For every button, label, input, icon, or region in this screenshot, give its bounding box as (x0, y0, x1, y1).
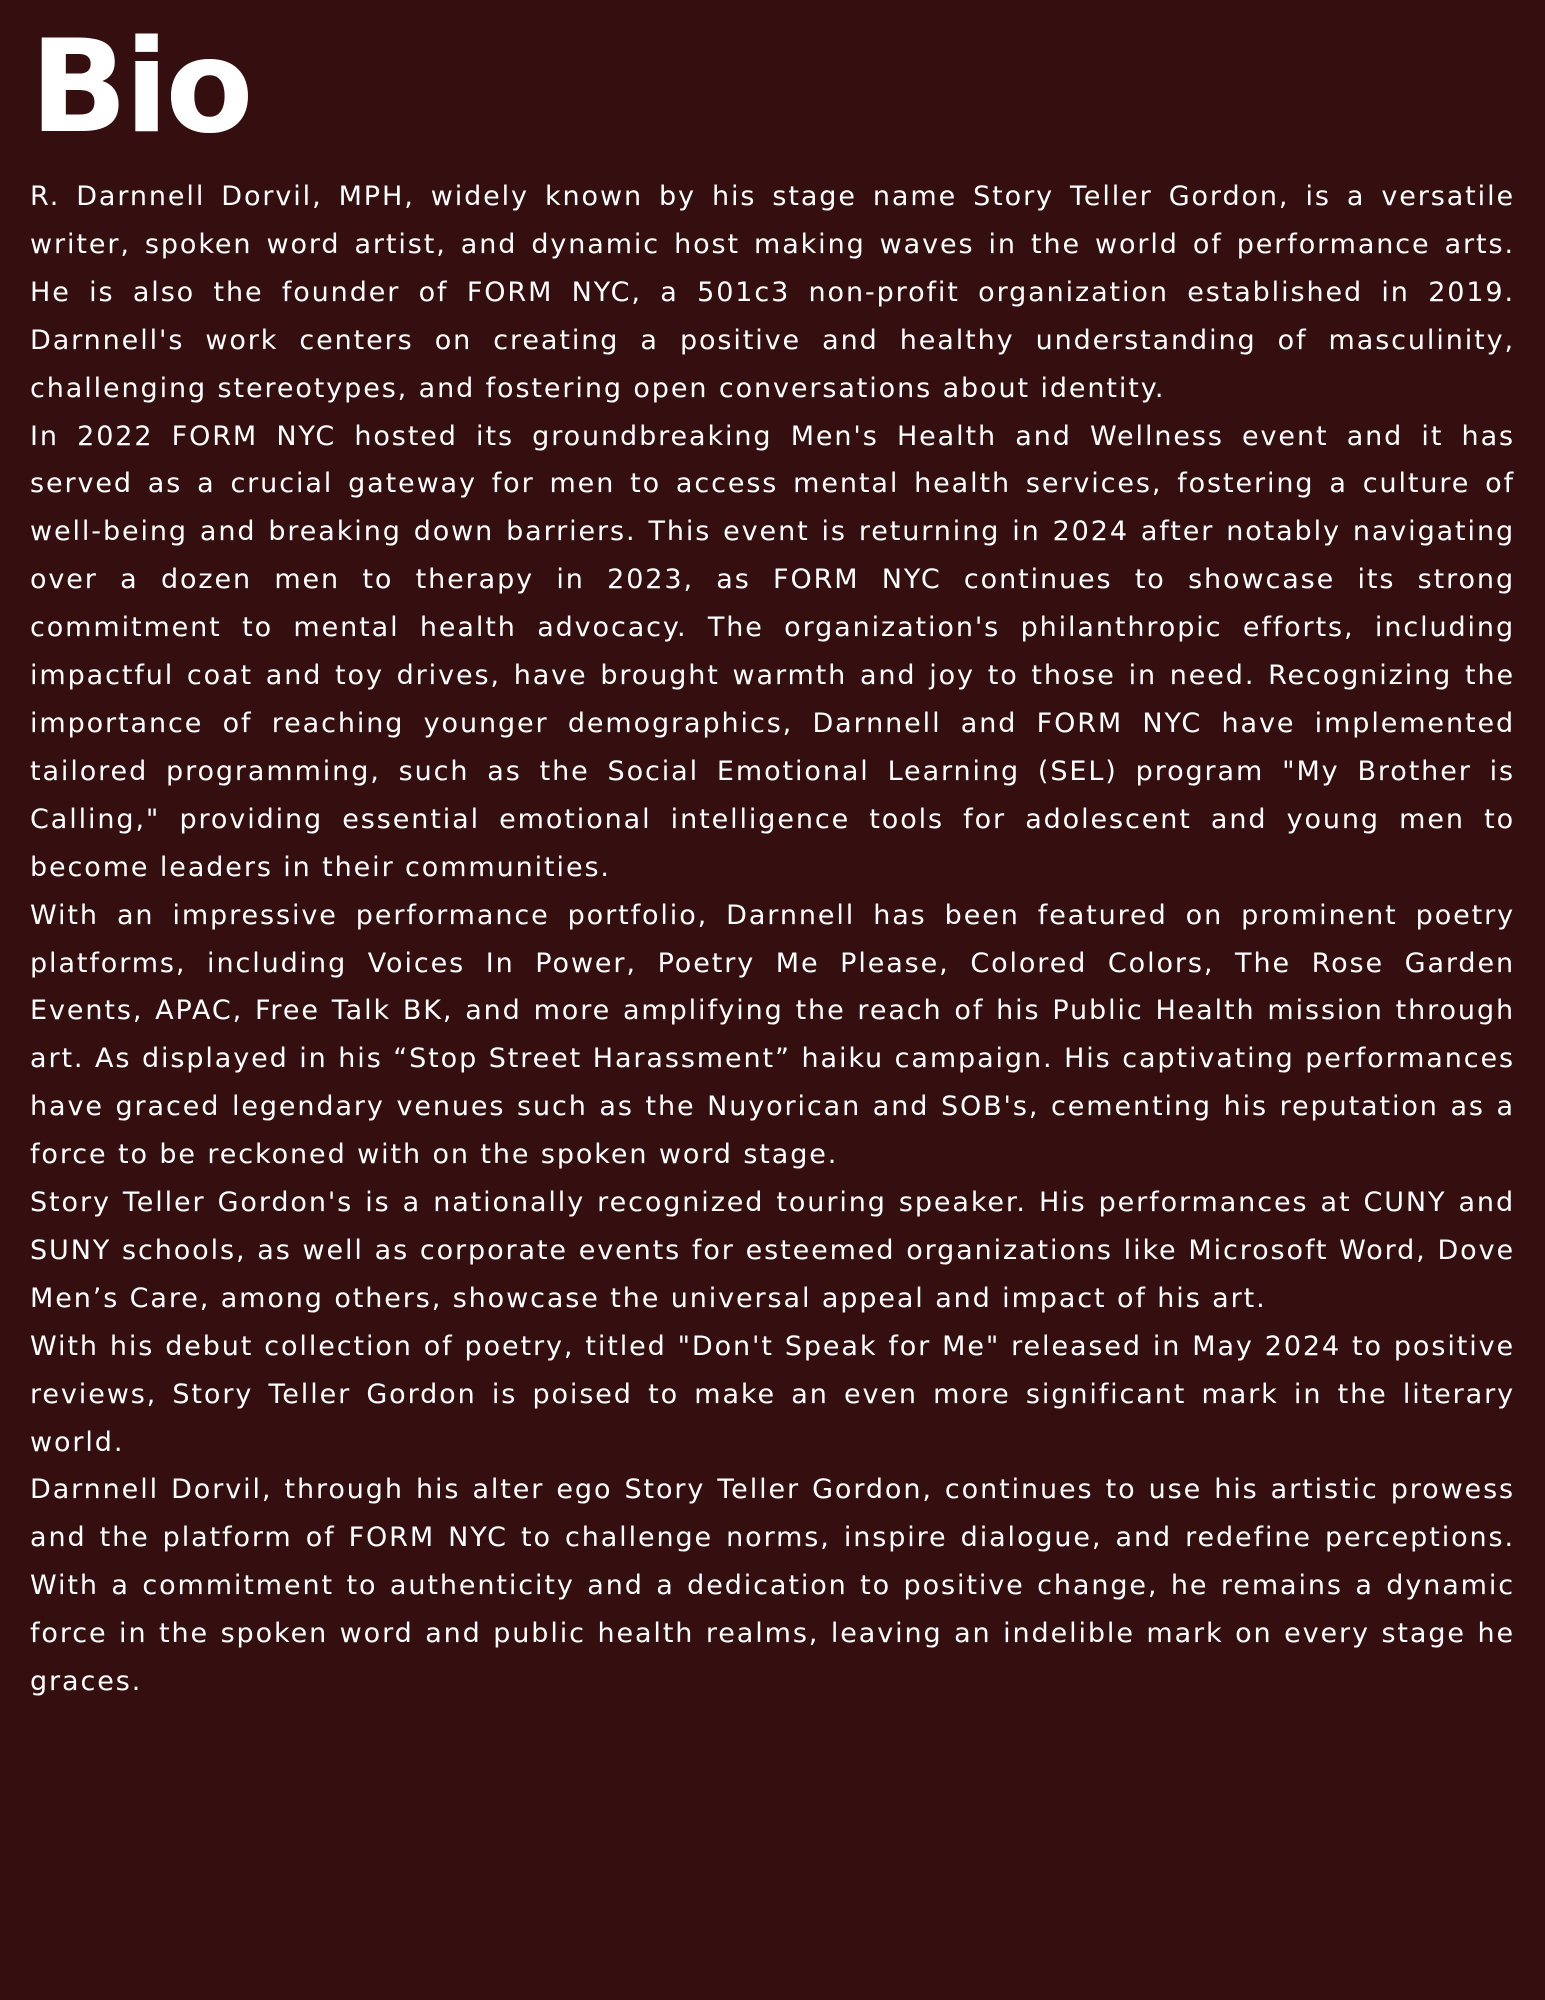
bio-paragraph-intro: R. Darnnell Dorvil, MPH, widely known by his stage name Story Teller Gordon, is a versatile writer, spoken word artist, and dynamic host making waves in the world of performance arts. He is also the founder of FORM NYC, a 501c3 non-profit organization established in 2019. Darnnell's work centers on creating a positive and healthy understanding of masculinity, challenging stereotypes, and fostering open conversations about identity. (30, 181, 1515, 404)
bio-paragraph-closing: Darnnell Dorvil, through his alter ego Story Teller Gordon, continues to use his artistic prowess and the platform of FORM NYC to challenge norms, inspire dialogue, and redefine perceptions. With a commitment to authenticity and a dedication to positive change, he remains a dynamic force in the spoken word and public health realms, leaving an indelible mark on every stage he graces. (30, 1474, 1515, 1698)
bio-paragraph-performance-portfolio: With an impressive performance portfolio, Darnnell has been featured on prominent poetry platforms, including Voices In Power, Poetry Me Please, Colored Colors, The Rose Garden Events, APAC, Free Talk BK, and more amplifying the reach of his Public Health mission through art. As displayed in his “Stop Street Harassment” haiku campaign. His captivating performances have graced legendary venues such as the Nuyorican and SOB's, cementing his reputation as a force to be reckoned with on the spoken word stage. (30, 899, 1515, 1171)
bio-paragraph-health-event: In 2022 FORM NYC hosted its groundbreaking Men's Health and Wellness event and it has served as a crucial gateway for men to access mental health services, fostering a culture of well-being and breaking down barriers. This event is returning in 2024 after notably navigating over a dozen men to therapy in 2023, as FORM NYC continues to showcase its strong commitment to mental health advocacy. The organization's philanthropic efforts, including impactful coat and toy drives, have brought warmth and joy to those in need. Recognizing the importance of reaching younger demographics, Darnnell and FORM NYC have implemented tailored programming, such as the Social Emotional Learning (SEL) program "My Brother is Calling," providing essential emotional intelligence tools for adolescent and young men to become leaders in their communities. (30, 420, 1515, 883)
page-title: Bio (30, 13, 251, 162)
bio-paragraph-touring-speaker: Story Teller Gordon's is a nationally recognized touring speaker. His performances at CUNY and SUNY schools, as well as corporate events for esteemed organizations like Microsoft Word, Dove Men’s Care, among others, showcase the universal appeal and impact of his art. (30, 1187, 1515, 1314)
bio-paragraph-debut-collection: With his debut collection of poetry, titled "Don't Speak for Me" released in May 2024 to positive reviews, Story Teller Gordon is poised to make an even more significant mark in the literary world. (30, 1330, 1515, 1458)
bio-body (30, 173, 1515, 1706)
